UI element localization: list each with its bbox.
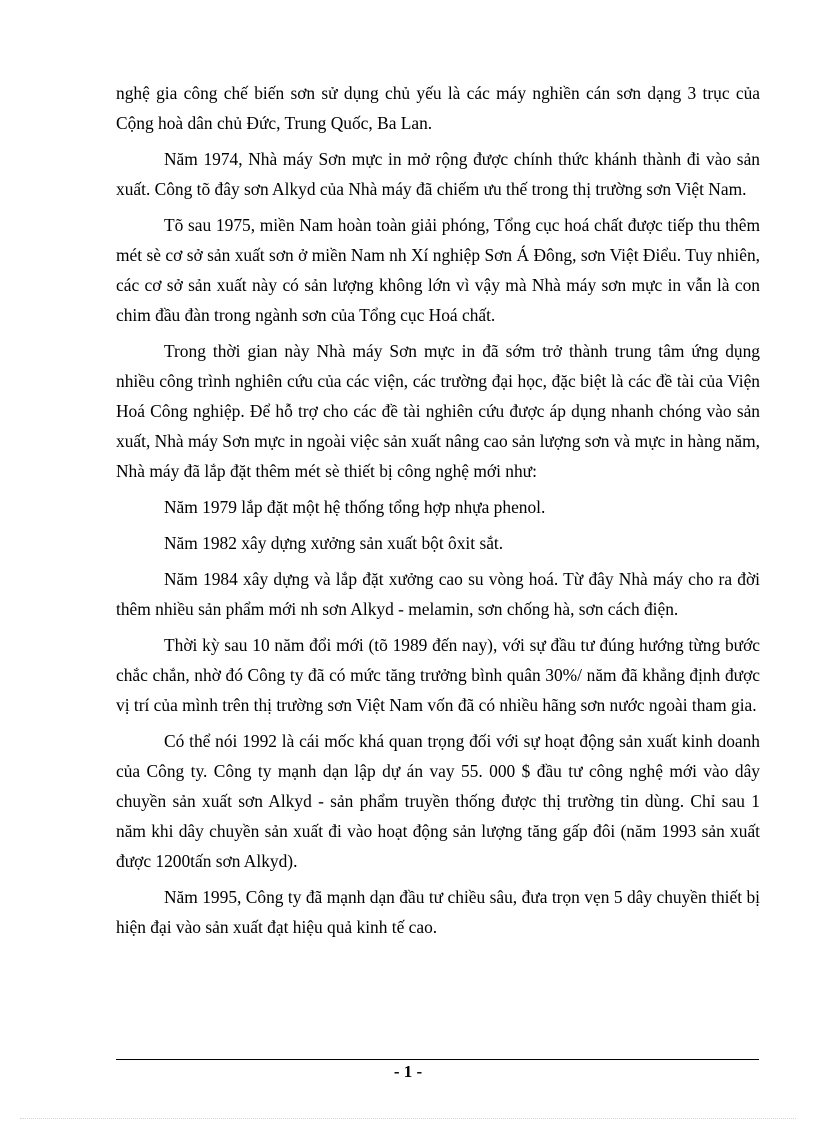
paragraph-9: Có thể nói 1992 là cái mốc khá quan trọng đối với sự hoạt động sản xuất kinh doanh của Công ty. Công ty mạnh dạn lập dự án vay 55. 000 $ đầu tư công nghệ mới vào dây chuyền sản xuất sơn Alkyd - sản phẩm truyền thống được thị trường tin dùng. Chỉ sau 1 năm khi dây chuyền sản xuất đi vào hoạt động sản lượng tăng gấp đôi (năm 1993 sản xuất được 1200tấn sơn Alkyd). <box>116 731 760 871</box>
paragraph-5: Năm 1979 lắp đặt một hệ thống tổng hợp nhựa phenol. <box>164 497 546 517</box>
paragraph-3: Tõ sau 1975, miền Nam hoàn toàn giải phóng, Tổng cục hoá chất được tiếp thu thêm mét sè cơ sở sản xuất sơn ở miền Nam nh Xí nghiệp Sơn Á Đông, sơn Việt Điểu. Tuy nhiên, các cơ sở sản xuất này có sản lượng không lớn vì vậy mà Nhà máy sơn mực in vẫn là con chim đầu đàn trong ngành sơn của Tổng cục Hoá chất. <box>116 215 760 325</box>
paragraph-2: Năm 1974, Nhà máy Sơn mực in mở rộng được chính thức khánh thành đi vào sản xuất. Công tõ đây sơn Alkyd của Nhà máy đã chiếm ưu thế trong thị trường sơn Việt Nam. <box>116 149 760 199</box>
body-text <box>116 78 760 948</box>
footer-divider <box>116 1059 759 1060</box>
paragraph-8: Thời kỳ sau 10 năm đổi mới (tõ 1989 đến nay), với sự đầu tư đúng hướng từng bước chắc chắn, nhờ đó Công ty đã có mức tăng trưởng bình quân 30%/ năm đã khẳng định được vị trí của mình trên thị trường sơn Việt Nam vốn đã có nhiều hãng sơn nước ngoài tham gia. <box>116 635 760 715</box>
paragraph-10: Năm 1995, Công ty đã mạnh dạn đầu tư chiều sâu, đưa trọn vẹn 5 dây chuyền thiết bị hiện đại vào sản xuất đạt hiệu quả kinh tế cao. <box>116 887 760 937</box>
page-edge-dotted-line <box>20 1118 796 1119</box>
page-number: - 1 - <box>393 1062 423 1081</box>
paragraph-4: Trong thời gian này Nhà máy Sơn mực in đã sớm trở thành trung tâm ứng dụng nhiều công trình nghiên cứu của các viện, các trường đại học, đặc biệt là các đề tài của Viện Hoá Công nghiệp. Để hỗ trợ cho các đề tài nghiên cứu được áp dụng nhanh chóng vào sản xuất, Nhà máy Sơn mực in ngoài việc sản xuất nâng cao sản lượng sơn và mực in hàng năm, Nhà máy đã lắp đặt thêm mét sè thiết bị công nghệ mới như: <box>116 341 760 481</box>
paragraph-1: nghệ gia công chế biến sơn sử dụng chủ yếu là các máy nghiền cán sơn dạng 3 trục của Cộng hoà dân chủ Đức, Trung Quốc, Ba Lan. <box>116 83 760 133</box>
paragraph-7: Năm 1984 xây dựng và lắp đặt xưởng cao su vòng hoá. Từ đây Nhà máy cho ra đời thêm nhiều sản phẩm mới nh sơn Alkyd - melamin, sơn chống hà, sơn cách điện. <box>116 569 760 619</box>
paragraph-6: Năm 1982 xây dựng xưởng sản xuất bột ôxit sắt. <box>164 533 504 553</box>
